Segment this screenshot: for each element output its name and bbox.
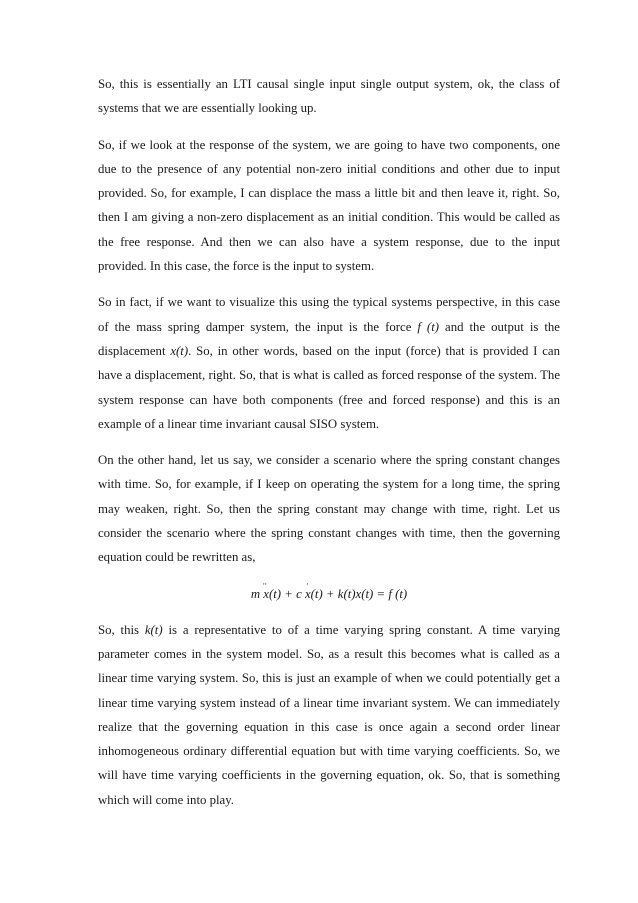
math-displacement: x(t): [170, 343, 189, 358]
governing-equation: [98, 582, 560, 606]
paragraph-5-text-a: So, this: [98, 622, 145, 637]
eq-x-double-dot: ·· x: [263, 582, 269, 606]
math-force: f (t): [417, 319, 440, 334]
eq-mass: m: [250, 586, 261, 601]
paragraph-4-text: On the other hand, let us say, we consider a scenario where the spring constant changes with time. So, for example, if I keep on operating the system for a long time, the spring may weaken, right. So, then the spring constant may change with time, right. Let us consider the scenario where the spring constant changes with time, then the governing equation could be rewritten as,: [98, 453, 560, 565]
document-body: [98, 72, 560, 824]
paragraph-3-text-a: So in fact, if we want to visualize this using the typical systems perspective, in this case of the mass spring damper system, the input is the force: [98, 295, 560, 334]
eq-x-dot: · x: [305, 582, 311, 606]
math-spring-constant: k(t): [144, 622, 163, 637]
paragraph-3-text-b: and the output is the displacement: [98, 319, 560, 358]
paragraph-3: [98, 290, 560, 436]
paragraph-3-text-c: . So, in other words, based on the input (force) that is provided I can have a displacement, right. So, that is what is called as forced response of the system. The system response can have both components (free and forced response) and this is an example of a linear time invariant causal SISO system.: [98, 343, 560, 431]
paragraph-2-text: So, if we look at the response of the system, we are going to have two components, one due to the presence of any potential non-zero initial conditions and other due to input provided. So, for example, I can displace the mass a little bit and then leave it, right. So, then I am giving a non-zero displacement as an initial condition. This would be called as the free response. And then we can also have a system response, due to the input provided. In this case, the force is the input to system.: [98, 137, 560, 274]
eq-term-1: (t) + c: [268, 586, 302, 601]
paragraph-5: [98, 618, 560, 812]
eq-term-2: (t) + k(t)x(t) = f (t): [310, 586, 408, 601]
paragraph-4: [98, 448, 560, 569]
paragraph-1: [98, 72, 560, 121]
paragraph-5-text-b: is a representative to of a time varying spring constant. A time varying parameter comes in the system model. So, as a result this becomes what is called as a linear time varying system. So, this is just an example of when we could potentially get a linear time varying system instead of a linear time invariant system. We can immediately realize that the governing equation in this case is once again a second order linear inhomogeneous ordinary differential equation but with time varying coefficients. So, we will have time varying coefficients in the governing equation, ok. So, that is something which will come into play.: [98, 622, 560, 807]
paragraph-2: [98, 133, 560, 279]
paragraph-1-text: So, this is essentially an LTI causal single input single output system, ok, the class of systems that we are essentially looking up.: [98, 77, 560, 116]
